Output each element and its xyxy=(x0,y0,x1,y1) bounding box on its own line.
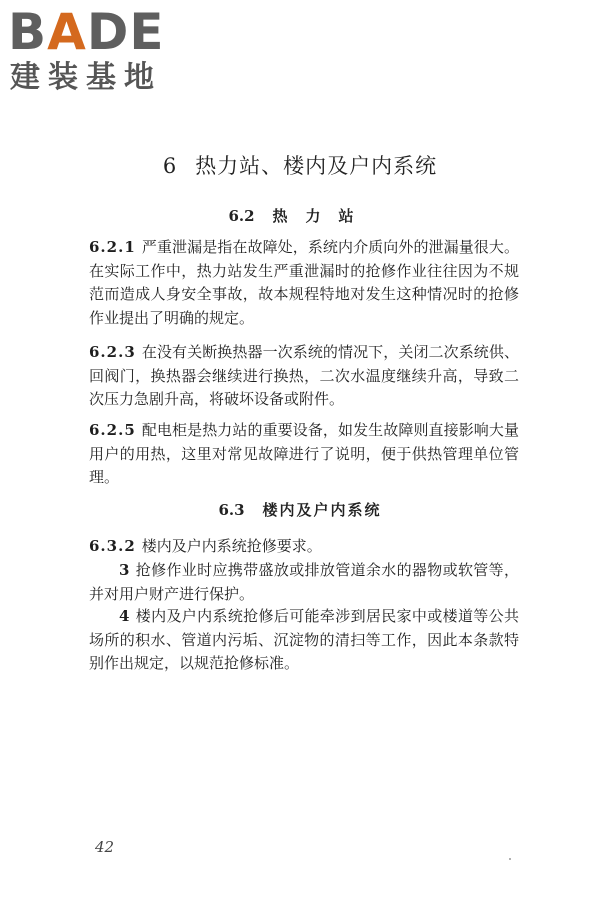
item-text: 抢修作业时应携带盛放或排放管道余水的器物或软管等，并对用户财产进行保护。 xyxy=(89,561,519,603)
clause-6-2-3 xyxy=(89,341,519,412)
section-label: 热力站 xyxy=(272,207,372,225)
clause-text: 严重泄漏是指在故障处，系统内介质向外的泄漏量很大。在实际工作中，热力站发生严重泄漏时的抢修作业往往因为不规范而造成人身安全事故，故本规程特地对发生这种情况时的抢修作业提出了明确的规定。 xyxy=(89,238,519,327)
section-number: 6.3 xyxy=(218,501,245,519)
clause-text: 楼内及户内系统抢修要求。 xyxy=(141,537,322,555)
clause-6-2-1 xyxy=(89,236,519,330)
logo-wordmark: BADE xyxy=(8,3,165,61)
clause-number: 6.2.1 xyxy=(89,238,136,256)
clause-6-3-2-item-3 xyxy=(89,559,519,606)
chapter-title-text: 热力站、楼内及户内系统 xyxy=(195,154,438,178)
clause-text: 配电柜是热力站的重要设备，如发生故障则直接影响大量用户的用热，这里对常见故障进行了说明，便于供热管理单位管理。 xyxy=(89,421,519,486)
clause-number: 6.2.3 xyxy=(89,343,136,361)
scan-speck xyxy=(509,858,511,860)
item-text: 楼内及户内系统抢修后可能牵涉到居民家中或楼道等公共场所的积水、管道内污垢、沉淀物的清扫等工作，因此本条款特别作出规定，以规范抢修标准。 xyxy=(89,607,519,672)
clause-number: 6.2.5 xyxy=(89,421,136,439)
item-number: 4 xyxy=(119,607,130,625)
logo-subtitle: 建装基地 xyxy=(10,60,162,95)
item-number: 3 xyxy=(119,561,130,579)
clause-6-3-2 xyxy=(89,535,519,559)
section-title-6-2 xyxy=(0,206,600,226)
clause-6-3-2-item-4 xyxy=(89,605,519,676)
clause-text: 在没有关断换热器一次系统的情况下，关闭二次系统供、回阀门，换热器会继续进行换热，二次水温度继续升高，导致二次压力急剧升高，将破坏设备或附件。 xyxy=(89,343,519,408)
logo-accent-letter: A xyxy=(47,3,87,61)
section-label: 楼内及户内系统 xyxy=(262,501,382,519)
clause-6-2-5 xyxy=(89,419,519,490)
chapter-title xyxy=(0,152,600,180)
logo xyxy=(8,3,178,96)
section-title-6-3 xyxy=(0,500,600,520)
clause-number: 6.3.2 xyxy=(89,537,136,555)
chapter-number: 6 xyxy=(162,154,178,178)
section-number: 6.2 xyxy=(228,207,255,225)
page-number: 42 xyxy=(95,838,115,856)
